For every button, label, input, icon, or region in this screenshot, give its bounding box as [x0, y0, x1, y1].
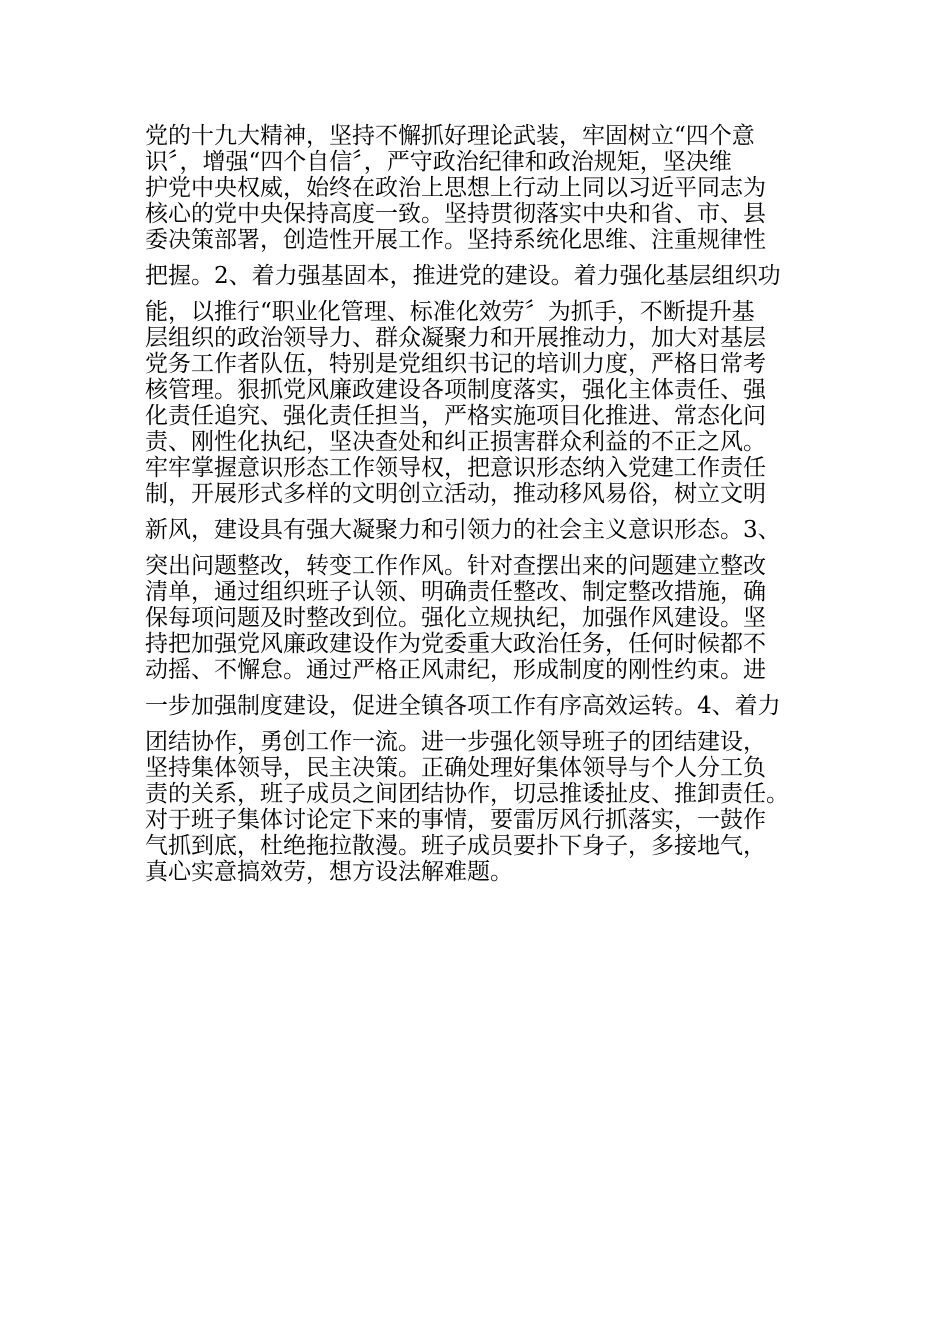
- text-line: 持把加强党风廉政建设作为党委重大政治任务，任何时候都不: [145, 631, 766, 657]
- text-line: 党的十九大精神，坚持不懈抓好理论武装，牢固树立“四个意: [145, 123, 755, 149]
- body-text: [145, 123, 845, 885]
- text-line: 层组织的政治领导力、群众凝聚力和开展推动力，加大对基层: [145, 325, 766, 351]
- text-line: 能，以推行“职业化管理、标准化效劳〞为抓手，不断提升基: [145, 299, 755, 325]
- text-line: 突出问题整改，转变工作作风。针对查摆出来的问题建立整改: [145, 553, 766, 579]
- text-line: 护党中央权威，始终在政治上思想上行动上同以习近平同志为: [145, 175, 766, 201]
- text-line: 牢牢掌握意识形态工作领导权，把意识形态纳入党建工作责任: [145, 455, 766, 481]
- text-line: 核管理。狠抓党风廉政建设各项制度落实，强化主体责任、强: [145, 377, 766, 403]
- text-line: 一步加强制度建设，促进全镇各项工作有序高效运转。4、着力: [145, 693, 781, 719]
- text-line: 坚持集体领导，民主决策。正确处理好集体领导与个人分工负: [145, 755, 766, 781]
- text-line: 责的关系，班子成员之间团结协作，切忌推诿扯皮、推卸责任。: [145, 781, 789, 807]
- text-line: 制，开展形式多样的文明创立活动，推动移风易俗，树立文明: [145, 481, 766, 507]
- text-line: 新风，建设具有强大凝聚力和引领力的社会主义意识形态。3、: [145, 517, 781, 543]
- text-line: 责、刚性化执纪，坚决查处和纠正损害群众利益的不正之风。: [145, 429, 766, 455]
- text-line: 化责任追究、强化责任担当，严格实施项目化推进、常态化问: [145, 403, 766, 429]
- text-line: 团结协作，勇创工作一流。进一步强化领导班子的团结建设，: [145, 729, 766, 755]
- text-line: 真心实意搞效劳，想方设法解难题。: [145, 859, 513, 885]
- text-line: 党务工作者队伍，特别是党组织书记的培训力度，严格日常考: [145, 351, 766, 377]
- text-line: 保每项问题及时整改到位。强化立规执纪，加强作风建设。坚: [145, 605, 766, 631]
- text-line: 对于班子集体讨论定下来的事情，要雷厉风行抓落实，一鼓作: [145, 807, 766, 833]
- text-line: 动摇、不懈怠。通过严格正风肃纪，形成制度的刚性约束。进: [145, 657, 766, 683]
- text-line: 清单，通过组织班子认领、明确责任整改、制定整改措施，确: [145, 579, 766, 605]
- text-line: 核心的党中央保持高度一致。坚持贯彻落实中央和省、市、县: [145, 201, 766, 227]
- text-line: 把握。2、着力强基固本，推进党的建设。着力强化基层组织功: [145, 263, 781, 289]
- text-line: 委决策部署，创造性开展工作。坚持系统化思维、注重规律性: [145, 227, 766, 253]
- text-line: 气抓到底，杜绝拖拉散漫。班子成员要扑下身子，多接地气，: [145, 833, 766, 859]
- text-line: 识〞，增强“四个自信〞，严守政治纪律和政治规矩，坚决维: [145, 149, 732, 175]
